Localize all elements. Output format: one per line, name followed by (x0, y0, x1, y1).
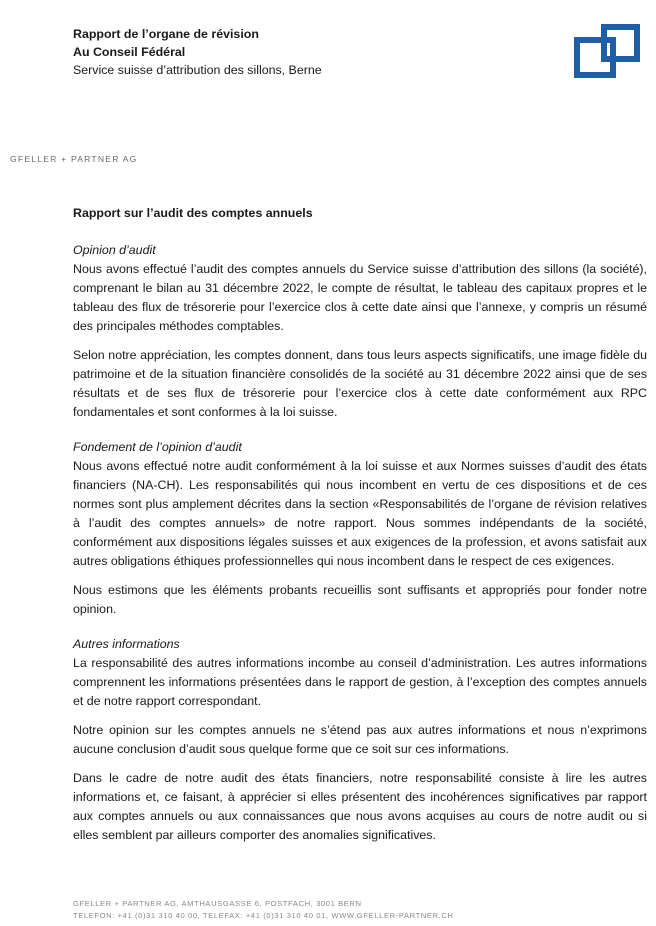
recipient-line-1: Rapport de l’organe de révision (73, 27, 259, 41)
section-other-information (73, 635, 647, 845)
recipient-line-3: Service suisse d’attribution des sillons, Berne (73, 63, 322, 77)
logo-mark-icon (574, 24, 640, 78)
paragraph: La responsabilité des autres informations incombe au conseil d’administration. Les autres informations comprennent les informations présentées dans le rapport de gestion, à l’exception des comptes annuels et de notre rapport correspondant. (73, 656, 647, 708)
footer-address: GFELLER + PARTNER AG, AMTHAUSGASSE 6, POSTFACH, 3001 BERN (73, 899, 362, 908)
section-heading: Fondement de l’opinion d’audit (73, 440, 242, 454)
report-body (73, 204, 647, 861)
report-title: Rapport sur l’audit des comptes annuels (73, 206, 313, 220)
firm-wordmark: GFELLER + PARTNER AG (10, 154, 138, 164)
footer-contact: TELEFON: +41 (0)31 310 40 00, TELEFAX: +41 (0)31 310 40 01, WWW.GFELLER-PARTNER.CH (73, 911, 454, 920)
section-opinion (73, 241, 647, 422)
paragraph: Dans le cadre de notre audit des états financiers, notre responsabilité consiste à lire les autres informations et, ce faisant, à apprécier si elles présentent des incohérences significatives par rapport aux comptes annuels ou aux connaissances que nous avons acquises au cours de notre audit ou si elles semblent par ailleurs comporter des anomalies significatives. (73, 771, 647, 842)
paragraph: Selon notre appréciation, les comptes donnent, dans tous leurs aspects significatifs, une image fidèle du patrimoine et de la situation financière consolidés de la société au 31 décembre 2022 ainsi que de ses résultats et de ses flux de trésorerie pour l’exercice clos à cette date conformément aux RPC fondamentales et sont conformes à la loi suisse. (73, 348, 647, 419)
section-heading: Opinion d’audit (73, 243, 156, 257)
page-footer (73, 898, 454, 922)
gfeller-partner-logo (574, 24, 640, 78)
section-heading: Autres informations (73, 637, 180, 651)
paragraph: Nous avons effectué notre audit conformément à la loi suisse et aux Normes suisses d’audit des états financiers (NA-CH). Les responsabilités qui nous incombent en vertu de ces dispositions et de ces normes sont plus amplement décrites dans la section «Responsabilités de l’organe de révision relatives à l’audit des comptes annuels» de notre rapport. Nous sommes indépendants de la société, conformément aux dispositions légales suisses et aux exigences de la profession, et avons satisfait aux autres obligations éthiques professionnelles qui nous incombent dans le respect de ces exigences. (73, 459, 647, 568)
recipient-line-2: Au Conseil Fédéral (73, 45, 186, 59)
paragraph: Nous estimons que les éléments probants recueillis sont suffisants et appropriés pour fonder notre opinion. (73, 583, 647, 616)
paragraph: Nous avons effectué l’audit des comptes annuels du Service suisse d’attribution des sillons (la société), comprenant le bilan au 31 décembre 2022, le compte de résultat, le tableau des capitaux propres et le tableau des flux de trésorerie pour l’exercice clos à cette date ainsi que l’annexe, y compris un résumé des principales méthodes comptables. (73, 262, 647, 333)
section-basis-of-opinion (73, 438, 647, 619)
paragraph: Notre opinion sur les comptes annuels ne s’étend pas aux autres informations et nous n’exprimons aucune conclusion d’audit sous quelque forme que ce soit sur ces informations. (73, 723, 647, 756)
addressee-block (73, 25, 322, 79)
